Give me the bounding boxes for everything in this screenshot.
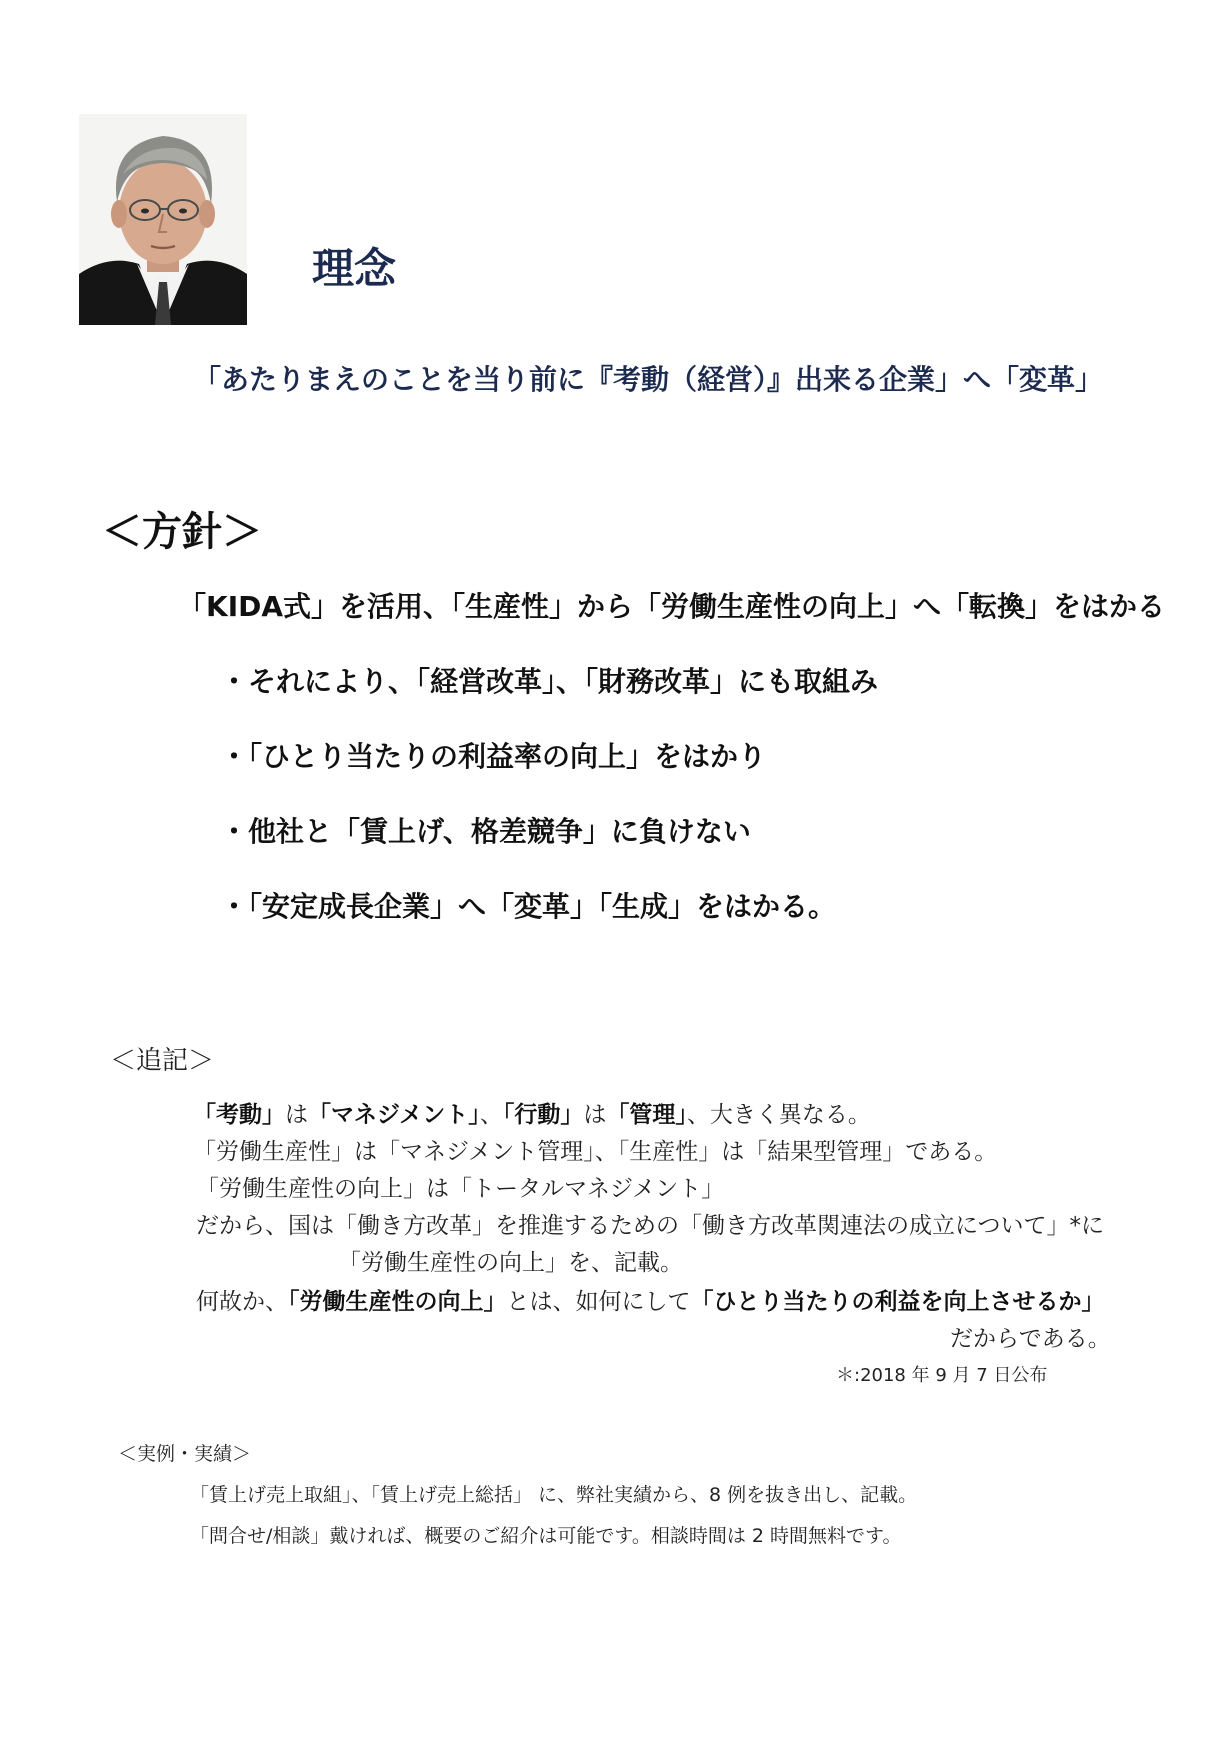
policy-item: ・それにより、「経営改革」、「財務改革」にも取組み bbox=[220, 665, 879, 698]
cases-line-2: 「問合せ/相談」戴ければ、概要のご紹介は可能です。相談時間は 2 時間無料です。 bbox=[190, 1525, 902, 1547]
term-kodo: 「考動」 bbox=[193, 1102, 285, 1128]
term-profit-per-person: 「ひとり当たりの利益を向上させるか」 bbox=[690, 1289, 1105, 1315]
term-labor-productivity: 「労働生産性の向上」 bbox=[288, 1289, 507, 1315]
text-segment: とは、如何にして bbox=[506, 1289, 691, 1315]
addendum-line-1 bbox=[193, 1096, 871, 1129]
motto-statement: 「あたりまえのことを当り前に『考動（経営）』出来る企業」へ「変革」 bbox=[193, 363, 1104, 396]
text-segment: は bbox=[583, 1102, 607, 1128]
portrait-photo bbox=[79, 114, 247, 325]
addendum-line-7: だからである。 bbox=[950, 1326, 1111, 1352]
policy-heading: ＜方針＞ bbox=[102, 509, 262, 555]
cases-heading: ＜実例・実績＞ bbox=[118, 1443, 252, 1465]
cases-line-1: 「賃上げ売上取組」、「賃上げ売上総括」 に、弊社実績から、8 例を抜き出し、記載。 bbox=[190, 1484, 918, 1506]
portrait-illustration bbox=[79, 114, 247, 325]
addendum-line-5: 「労働生産性の向上」を、記載。 bbox=[338, 1250, 683, 1276]
policy-item: ・「ひとり当たりの利益率の向上」をはかり bbox=[220, 740, 767, 773]
addendum-heading: ＜追記＞ bbox=[110, 1046, 215, 1076]
text-segment: 何故か、 bbox=[196, 1289, 288, 1315]
addendum-line-3: 「労働生産性の向上」は「トータルマネジメント」 bbox=[196, 1176, 725, 1202]
addendum-line-4: だから、国は「働き方改革」を推進するための「働き方改革関連法の成立について」*に bbox=[196, 1213, 1105, 1239]
addendum-line-2: 「労働生産性」は「マネジメント管理」、「生産性」は「結果型管理」である。 bbox=[193, 1139, 998, 1165]
policy-lead: 「KIDA式」を活用、「生産性」から「労働生産性の向上」へ「転換」をはかる bbox=[178, 590, 1166, 623]
text-segment: は bbox=[285, 1102, 308, 1128]
term-kanri: 「管理」 bbox=[606, 1102, 687, 1128]
term-action: 「行動」 bbox=[502, 1102, 584, 1128]
text-segment: 、大きく異なる。 bbox=[686, 1102, 871, 1128]
text-segment: 、 bbox=[479, 1102, 503, 1128]
addendum-line-6 bbox=[196, 1283, 1105, 1316]
page-title: 理念 bbox=[312, 244, 397, 293]
policy-item: ・「安定成長企業」へ「変革」「生成」をはかる。 bbox=[220, 890, 837, 923]
policy-item: ・他社と「賃上げ、格差競争」に負けない bbox=[220, 815, 751, 848]
term-management: 「マネジメント」 bbox=[308, 1102, 480, 1128]
footnote: ＊:2018 年 9 月 7 日公布 bbox=[836, 1365, 1048, 1386]
